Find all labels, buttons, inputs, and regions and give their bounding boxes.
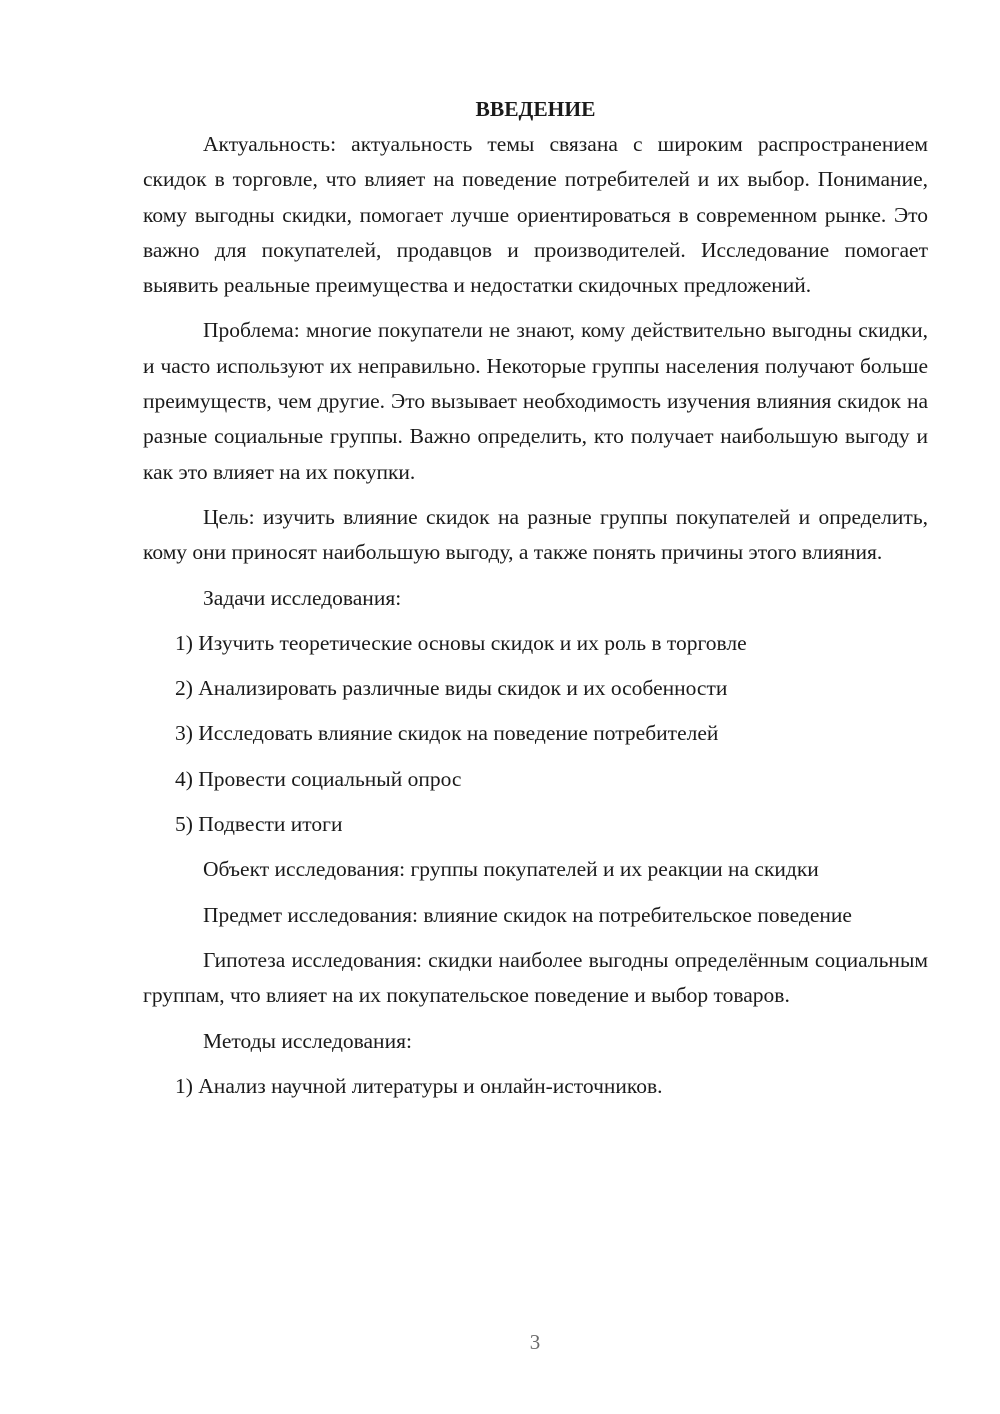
section-title: ВВЕДЕНИЕ: [475, 97, 596, 121]
method-item: 1) Анализ научной литературы и онлайн-источников.: [175, 1073, 663, 1098]
task-item: 1) Изучить теоретические основы скидок и их роль в торговле: [175, 630, 747, 655]
paragraph-hypothesis: Гипотеза исследования: скидки наиболее выгодны определённым социальным группам, что влияет на их покупательское поведение и выбор товаров.: [143, 947, 928, 1008]
methods-list: [143, 1069, 928, 1104]
task-item: 2) Анализировать различные виды скидок и их особенности: [175, 676, 728, 701]
task-item: 4) Провести социальный опрос: [175, 766, 462, 791]
tasks-heading: Задачи исследования:: [203, 585, 402, 610]
task-item: 5) Подвести итоги: [175, 812, 343, 837]
task-item: 3) Исследовать влияние скидок на поведение потребителей: [175, 721, 719, 746]
paragraph-relevance: Актуальность: актуальность темы связана с широким распространением скидок в торговле, что влияет на поведение потребителей и их выбор. Понимание, кому выгодны скидки, помогает лучше ориентироваться в современном рынке. Это важно для покупателей, продавцов и производителей. Исследование помогает выявить реальные преимущества и недостатки скидочных предложений.: [143, 132, 928, 298]
paragraph-problem: Проблема: многие покупатели не знают, кому действительно выгодны скидки, и часто используют их неправильно. Некоторые группы населения получают больше преимуществ, чем другие. Это вызывает необходимость изучения влияния скидок на разные социальные группы. Важно определить, кто получает наибольшую выгоду и как это влияет на их покупки.: [143, 318, 928, 484]
paragraph-object: Объект исследования: группы покупателей и их реакции на скидки: [203, 857, 819, 882]
methods-heading: Методы исследования:: [203, 1028, 412, 1053]
paragraph-goal: Цель: изучить влияние скидок на разные группы покупателей и определить, кому они приносят наибольшую выгоду, а также понять причины этого влияния.: [143, 504, 928, 565]
page-number: 3: [529, 1330, 541, 1354]
paragraph-subject: Предмет исследования: влияние скидок на потребительское поведение: [203, 902, 852, 927]
tasks-list: [143, 626, 928, 842]
page-content: [143, 92, 928, 1114]
